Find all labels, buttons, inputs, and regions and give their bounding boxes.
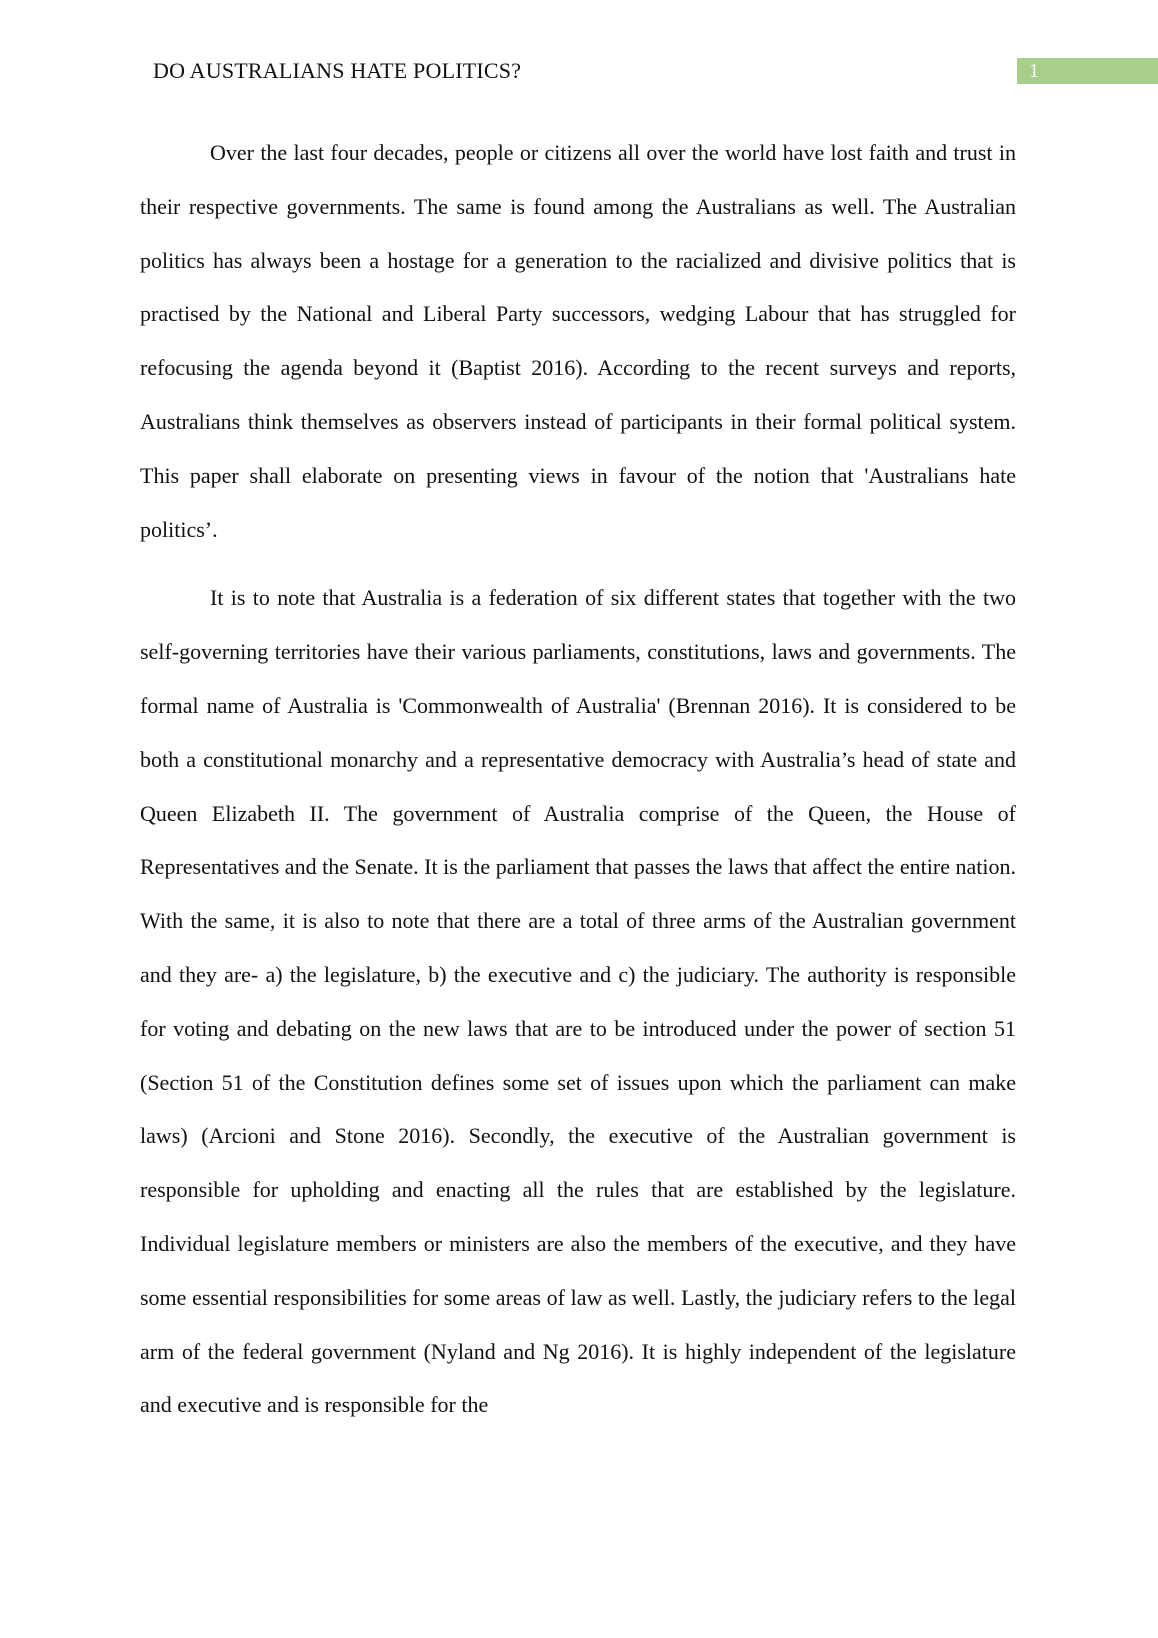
running-head: DO AUSTRALIANS HATE POLITICS? xyxy=(153,58,522,83)
paragraph-intro: Over the last four decades, people or citizens all over the world have lost faith and trust in their respective governments. The same is found among the Australians as well. The Australian politics has always been a hostage for a generation to the racialized and divisive politics that is practised by the National and Liberal Party successors, wedging Labour that has struggled for refocusing the agenda beyond it (Baptist 2016). According to the recent surveys and reports, Australians think themselves as observers instead of participants in their formal political system. This paper shall elaborate on presenting views in favour of the notion that 'Australians hate politics’. xyxy=(140,140,1016,542)
paragraph-government-structure: It is to note that Australia is a federation of six different states that together with the two self-governing territories have their various parliaments, constitutions, laws and governments. The formal name of Australia is 'Commonwealth of Australia' (Brennan 2016). It is considered to be both a constitutional monarchy and a representative democracy with Australia’s head of state and Queen Elizabeth II. The government of Australia comprise of the Queen, the House of Representatives and the Senate. It is the parliament that passes the laws that affect the entire nation. With the same, it is also to note that there are a total of three arms of the Australian government and they are- a) the legislature, b) the executive and c) the judiciary. The authority is responsible for voting and debating on the new laws that are to be introduced under the power of section 51 (Section 51 of the Constitution defines some set of issues upon which the parliament can make laws) (Arcioni and Stone 2016). Secondly, the executive of the Australian government is responsible for upholding and enacting all the rules that are established by the legislature. Individual legislature members or ministers are also the members of the executive, and they have some essential responsibilities for some areas of law as well. Lastly, the judiciary refers to the legal arm of the federal government (Nyland and Ng 2016). It is highly independent of the legislature and executive and is responsible for the xyxy=(140,585,1016,1418)
document-body xyxy=(140,126,1016,1447)
page-number: 1 xyxy=(1029,60,1039,82)
page-number-box xyxy=(1017,58,1158,84)
